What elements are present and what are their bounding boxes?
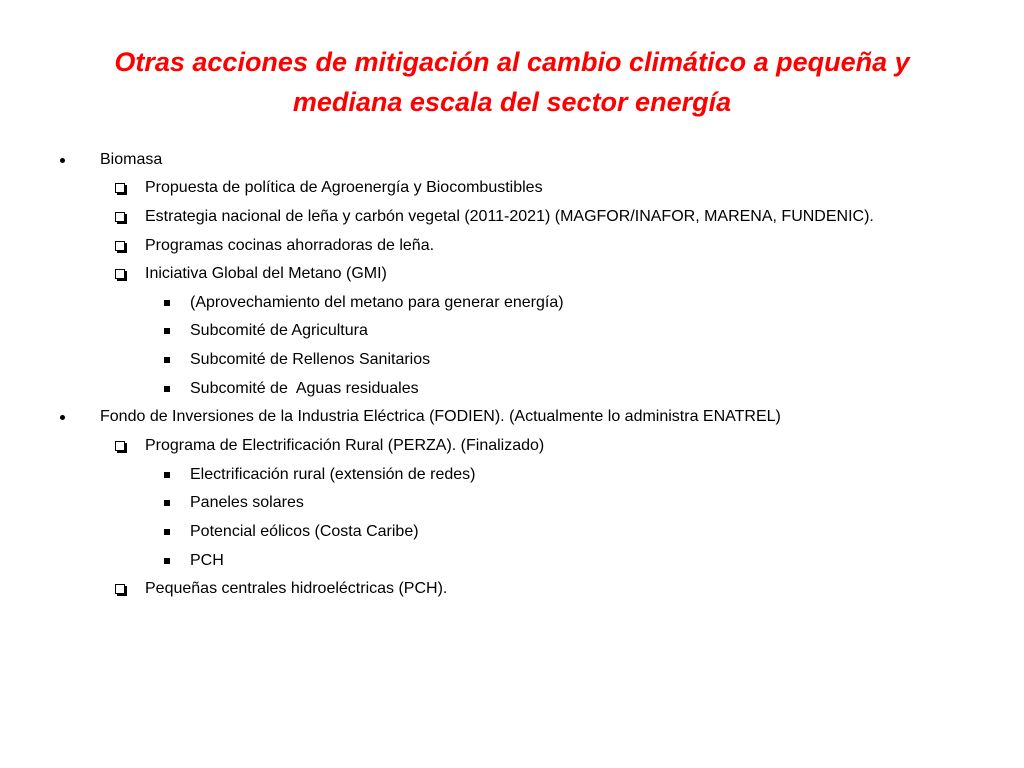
square-bullet-icon [162, 376, 172, 402]
list-item-text: Pequeñas centrales hidroeléctricas (PCH). [145, 580, 448, 597]
box-bullet-icon [113, 433, 127, 459]
square-bullet-icon [162, 347, 172, 373]
list-item-text: Biomasa [100, 151, 163, 168]
round-bullet-icon [56, 147, 68, 173]
list-item [0, 347, 1024, 373]
square-bullet-icon [162, 519, 172, 545]
list-item [0, 175, 1024, 201]
box-bullet-icon [113, 175, 127, 201]
list-item-text: Estrategia nacional de leña y carbón vegetal (2011-2021) (MAGFOR/INAFOR, MARENA, FUNDENIC). [145, 208, 874, 225]
list-item-text: Subcomité de Rellenos Sanitarios [190, 351, 431, 368]
list-item [0, 433, 1024, 459]
list-item-text: Propuesta de política de Agroenergía y Biocombustibles [145, 179, 543, 196]
list-item-biomasa [0, 147, 1024, 173]
list-item [0, 548, 1024, 574]
list-item-text: Paneles solares [190, 494, 304, 511]
list-item [0, 462, 1024, 488]
list-item-text: Potencial eólicos (Costa Caribe) [190, 523, 419, 540]
box-bullet-icon [113, 576, 127, 602]
list-item [0, 576, 1024, 602]
box-bullet-icon [113, 204, 127, 230]
list-item-text: Subcomité de Agricultura [190, 322, 368, 339]
list-item-fodien [0, 404, 1024, 430]
list-item [0, 290, 1024, 316]
slide-title-line-1: Otras acciones de mitigación al cambio climático a pequeña y [114, 47, 910, 77]
square-bullet-icon [162, 548, 172, 574]
list-item-text: Fondo de Inversiones de la Industria Eléctrica (FODIEN). (Actualmente lo administra ENATREL) [100, 408, 781, 425]
square-bullet-icon [162, 490, 172, 516]
box-bullet-icon [113, 233, 127, 259]
list-item-text: Electrificación rural (extensión de redes) [190, 466, 476, 483]
list-item [0, 519, 1024, 545]
list-item [0, 318, 1024, 344]
list-item [0, 376, 1024, 402]
list-item [0, 233, 1024, 259]
list-item-text: Iniciativa Global del Metano (GMI) [145, 265, 387, 282]
list-item [0, 261, 1024, 287]
slide-title-line-2: mediana escala del sector energía [292, 87, 732, 117]
list-item-text: (Aprovechamiento del metano para generar energía) [190, 294, 564, 311]
list-item-text: Programas cocinas ahorradoras de leña. [145, 237, 435, 254]
box-bullet-icon [113, 261, 127, 287]
square-bullet-icon [162, 290, 172, 316]
list-item-text: PCH [190, 552, 224, 569]
round-bullet-icon [56, 404, 68, 430]
square-bullet-icon [162, 318, 172, 344]
list-item [0, 204, 1024, 230]
list-item [0, 490, 1024, 516]
list-item-text: Subcomité de Aguas residuales [190, 380, 419, 397]
list-item-text: Programa de Electrificación Rural (PERZA). (Finalizado) [145, 437, 545, 454]
square-bullet-icon [162, 462, 172, 488]
